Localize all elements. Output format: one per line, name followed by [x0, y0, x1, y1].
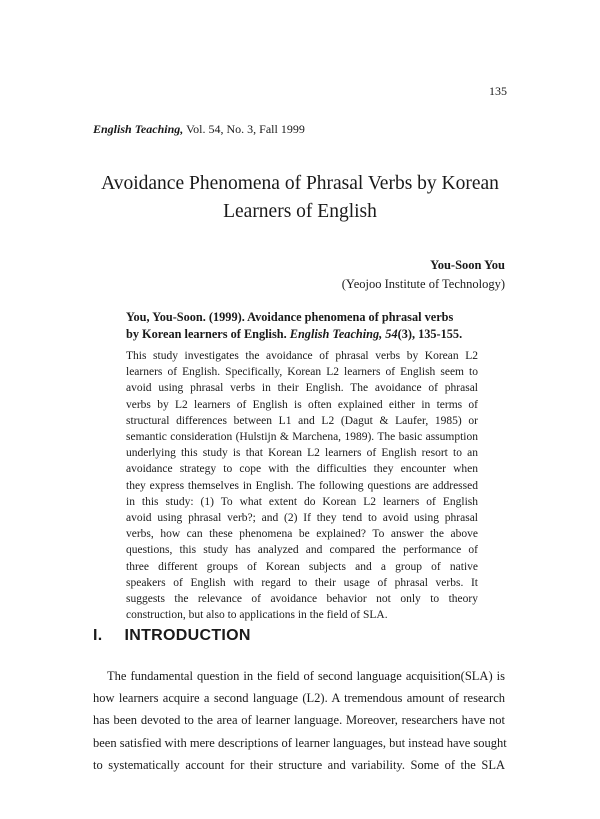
abstract-line: avoid using phrasal verbs in their English. The avoidance of phrasal [126, 382, 478, 395]
abstract-line: suggests the relevance of avoidance behavior not only to theory [126, 593, 478, 606]
citation-prefix: by Korean learners of English. [126, 327, 287, 341]
citation-journal: English Teaching, 54 [289, 327, 398, 341]
citation-suffix: (3), 135-155. [397, 327, 463, 341]
section-number: I. [93, 627, 103, 644]
title-line-1: Avoidance Phenomena of Phrasal Verbs by Korean [101, 173, 499, 194]
paper-title [40, 170, 560, 226]
journal-name: English Teaching, [93, 122, 184, 136]
abstract-line: they express themselves in English. The following questions are addressed [126, 479, 478, 492]
journal-header [93, 122, 305, 137]
abstract-line: construction, but also to applications in the field of SLA. [126, 609, 388, 622]
abstract-line: avoidance strategy to cope with the difficulties they encounter when [126, 463, 478, 476]
body-line: been satisfied with mere descriptions of learner languages, but instead have sought [93, 735, 507, 750]
abstract-line: three different groups of Korean subjects and a group of native [126, 560, 478, 573]
body-paragraph [93, 665, 505, 776]
abstract-line: questions, this study has analyzed and compared the performance of [126, 544, 478, 557]
abstract-line: in this study: (1) To what extent do Korean L2 learners of English [126, 495, 478, 508]
section-title: INTRODUCTION [124, 627, 251, 644]
section-heading [93, 627, 251, 645]
abstract-line: This study investigates the avoidance of phrasal verbs by Korean L2 [126, 350, 478, 362]
abstract-line: speakers of English with regard to their usage of phrasal verbs. It [126, 576, 478, 589]
citation-line-1: You, You-Soon. (1999). Avoidance phenomena of phrasal verbs [126, 310, 454, 324]
journal-details: Vol. 54, No. 3, Fall 1999 [186, 122, 305, 136]
abstract [126, 348, 478, 623]
abstract-line: semantic consideration (Hulstijn & Marchena, 1989). The basic assumption [126, 431, 478, 444]
citation-line-2 [126, 326, 476, 343]
abstract-line: structural differences between L1 and L2 (Dagut & Laufer, 1985) or [126, 414, 478, 427]
body-line: how learners acquire a second language (L2). A tremendous amount of research [93, 691, 505, 706]
abstract-line: underlying this study is that Korean L2 learners of English resort to an [126, 447, 478, 460]
abstract-line: avoid using phrasal verb?; and (2) If they tend to avoid using phrasal [126, 512, 478, 525]
body-line: to systematically account for their structure and variability. Some of the SLA [93, 757, 505, 772]
author-affiliation: (Yeojoo Institute of Technology) [341, 277, 505, 291]
citation [126, 309, 476, 343]
body-line: The fundamental question in the field of second language acquisition(SLA) is [107, 669, 505, 683]
author-name: You-Soon You [430, 258, 505, 272]
abstract-line: verbs, how can these phenomena be explained? To answer the above [126, 528, 478, 541]
body-line: has been devoted to the area of learner language. Moreover, researchers have not [93, 713, 505, 728]
page-number: 135 [489, 84, 507, 98]
abstract-line: verbs by L2 learners of English is often explained either in terms of [126, 398, 478, 411]
title-line-2: Learners of English [223, 201, 377, 222]
abstract-line: learners of English. Specifically, Korean L2 learners of English seem to [126, 366, 478, 379]
